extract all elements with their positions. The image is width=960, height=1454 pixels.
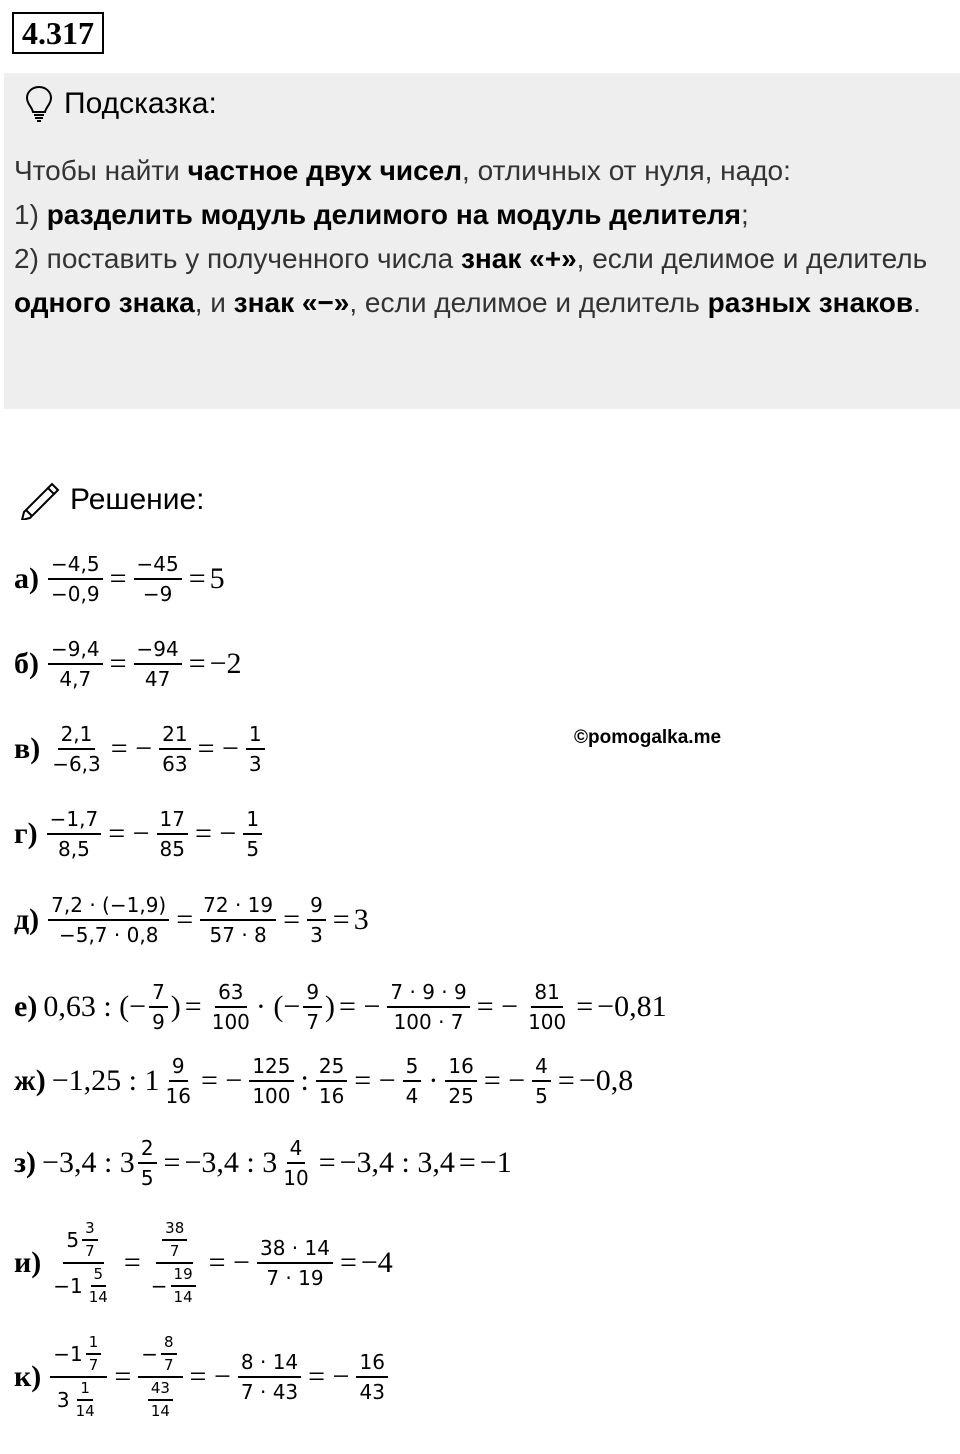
equals-sign: =	[188, 647, 206, 680]
equals-sign: =	[114, 1360, 132, 1393]
equals-sign: =	[163, 1146, 181, 1179]
hint-title-row	[24, 85, 217, 123]
denominator: 43	[359, 1380, 385, 1404]
hint-bold-part: разных знаков	[707, 287, 914, 318]
solution-row-v	[14, 722, 268, 776]
expression-text: )	[325, 990, 336, 1023]
hint-bold-part: знак «−»	[233, 287, 350, 318]
denominator	[142, 1378, 179, 1420]
solution-title-row	[18, 480, 204, 520]
hint-text-part: , и	[194, 287, 234, 318]
fraction	[280, 1136, 311, 1190]
numerator: −9,4	[48, 637, 103, 665]
fraction	[148, 1380, 173, 1420]
numerator: 7	[149, 980, 168, 1008]
equals-minus-sign: = −	[354, 1064, 396, 1097]
fraction	[249, 1054, 293, 1108]
numerator: 9	[169, 1054, 188, 1082]
denominator: 8,5	[58, 837, 90, 861]
row-label: д)	[14, 903, 40, 936]
numerator: 1	[77, 1380, 93, 1401]
solution-row-a	[14, 552, 225, 606]
numerator: 17	[157, 807, 188, 835]
hint-line-2	[14, 193, 954, 237]
hint-text-part: , если делимое и делитель	[576, 243, 928, 274]
hint-text-part: 1)	[14, 199, 47, 230]
numerator	[63, 1220, 103, 1264]
result: 3	[353, 903, 369, 936]
equals-sign: =	[184, 990, 202, 1023]
denominator: 47	[144, 667, 171, 691]
hint-bold-part: знак «+»	[460, 243, 577, 274]
numerator: 43	[148, 1380, 173, 1401]
hint-text-part: Чтобы найти	[14, 155, 188, 186]
numerator: 2	[138, 1136, 157, 1164]
expression-text: −3,4 : 3	[184, 1146, 278, 1179]
fraction	[161, 1334, 177, 1374]
hint-box	[4, 73, 960, 409]
hint-bold-part: частное двух чисел	[187, 155, 463, 186]
numerator: 8 · 14	[238, 1350, 301, 1378]
denominator: −0,9	[51, 582, 100, 606]
fraction	[303, 980, 322, 1034]
fraction	[134, 552, 182, 606]
equals-sign: =	[576, 990, 594, 1023]
numerator: 25	[316, 1054, 347, 1082]
fraction	[307, 893, 326, 947]
equals-sign: =	[283, 903, 301, 936]
numerator: −94	[134, 637, 182, 665]
solution-row-g	[14, 807, 265, 861]
denominator: 3	[310, 923, 323, 947]
numerator	[138, 1334, 182, 1378]
equals-sign: =	[109, 562, 127, 595]
equals-sign: =	[339, 1246, 357, 1279]
fraction	[163, 1054, 194, 1108]
equals-sign: =	[176, 903, 194, 936]
hint-line-3	[14, 237, 954, 325]
denominator: 14	[150, 1402, 170, 1420]
result: −4	[360, 1246, 393, 1279]
fraction	[48, 637, 103, 691]
fraction	[387, 980, 469, 1034]
denominator: −9	[142, 582, 173, 606]
equals-minus-sign: = −	[476, 990, 519, 1023]
numerator: 9	[307, 893, 326, 921]
numerator: 125	[249, 1054, 293, 1082]
fraction	[82, 1220, 98, 1260]
whole-part: −1	[53, 1274, 83, 1298]
numerator: −45	[134, 552, 182, 580]
denominator: 4,7	[59, 667, 92, 691]
denominator: 16	[165, 1084, 191, 1108]
numerator: 38	[162, 1220, 187, 1241]
result: −0,8	[578, 1064, 634, 1097]
row-label: ж)	[14, 1064, 46, 1097]
denominator: 100	[252, 1084, 291, 1108]
row-label: б)	[14, 647, 39, 680]
fraction	[134, 637, 182, 691]
multiply-sign: ·	[428, 1064, 439, 1097]
denominator: 7 · 19	[266, 1266, 324, 1290]
numerator: −4,5	[48, 552, 103, 580]
whole-part: 5	[66, 1228, 80, 1252]
numerator: −1,7	[47, 807, 102, 835]
compound-fraction	[138, 1334, 182, 1420]
equals-minus-sign: = −	[197, 732, 239, 765]
denominator: 7	[169, 1242, 180, 1260]
equals-minus-sign: = −	[483, 1064, 526, 1097]
numerator: 5	[403, 1054, 422, 1082]
equals-minus-sign: = −	[108, 817, 150, 850]
equals-sign: =	[458, 1146, 476, 1179]
compound-fraction	[50, 1334, 107, 1420]
denominator: 14	[173, 1288, 193, 1306]
denominator: 7	[306, 1010, 320, 1034]
denominator: 4	[405, 1084, 419, 1108]
solution-row-e	[14, 980, 667, 1034]
fraction	[316, 1054, 347, 1108]
expression-text: )	[170, 990, 181, 1023]
fraction	[48, 893, 169, 947]
equals-minus-sign: = −	[195, 817, 237, 850]
numerator: 16	[445, 1054, 476, 1082]
hint-line-1	[14, 149, 954, 193]
equals-sign: =	[188, 562, 206, 595]
numerator: 72 · 19	[200, 893, 276, 921]
denominator: 57 · 8	[209, 923, 267, 947]
denominator: 14	[88, 1288, 108, 1306]
fraction	[49, 722, 104, 776]
task-number: 4.317	[12, 12, 104, 54]
hint-text-part: .	[913, 287, 921, 318]
numerator: 1	[243, 807, 262, 835]
whole-part: 3	[56, 1388, 70, 1412]
denominator	[50, 1264, 117, 1306]
fraction	[157, 807, 188, 861]
denominator: −6,3	[52, 752, 101, 776]
numerator: 8	[161, 1334, 177, 1355]
numerator: 4	[532, 1054, 551, 1082]
fraction	[86, 1334, 102, 1374]
pencil-icon	[18, 480, 62, 520]
denominator: 7 · 43	[240, 1380, 299, 1404]
expression-text: −3,4 : 3,4	[339, 1146, 455, 1179]
row-label: е)	[14, 990, 38, 1023]
hint-bold-part: разделить модуль делимого на модуль делителя	[46, 199, 742, 230]
denominator: 5	[246, 837, 260, 861]
denominator: 5	[140, 1166, 154, 1190]
solution-row-zh	[14, 1054, 633, 1108]
fraction	[138, 1136, 157, 1190]
numerator	[156, 1220, 193, 1264]
minus-sign: −	[150, 1274, 168, 1298]
row-label: и)	[14, 1246, 42, 1279]
fraction	[73, 1380, 98, 1420]
expression-text: 0,63 : (−	[43, 990, 147, 1023]
denominator: 7	[88, 1356, 99, 1374]
denominator: 3	[248, 752, 262, 776]
fraction	[403, 1054, 422, 1108]
solution-row-b	[14, 637, 242, 691]
hint-text	[14, 149, 954, 325]
fraction	[246, 722, 265, 776]
hint-title: Подсказка:	[64, 87, 217, 120]
solution-row-d	[14, 893, 369, 947]
result: −1	[479, 1146, 512, 1179]
division-sign: :	[300, 1064, 309, 1097]
whole-part: −1	[53, 1342, 83, 1366]
lightbulb-icon	[24, 85, 54, 123]
denominator: −5,7 · 0,8	[58, 923, 159, 947]
fraction	[532, 1054, 551, 1108]
fraction	[48, 552, 103, 606]
result: −2	[209, 647, 242, 680]
row-label: в)	[14, 732, 41, 765]
denominator: 25	[448, 1084, 474, 1108]
hint-text-part: , если делимое и делитель	[349, 287, 708, 318]
numerator: 21	[159, 722, 190, 750]
denominator: 85	[159, 837, 185, 861]
solution-row-k	[14, 1334, 391, 1420]
fraction	[257, 1236, 333, 1290]
numerator: 5	[91, 1266, 107, 1287]
expression-text: · (−	[255, 990, 301, 1023]
denominator: 7	[164, 1356, 174, 1374]
numerator: 3	[82, 1220, 98, 1241]
fraction	[525, 980, 569, 1034]
denominator: 100	[211, 1010, 250, 1034]
minus-sign: −	[141, 1342, 158, 1366]
denominator: 14	[75, 1402, 95, 1420]
result: −0,81	[597, 990, 667, 1023]
numerator: 9	[303, 980, 322, 1008]
denominator: 9	[152, 1010, 165, 1034]
denominator	[54, 1378, 104, 1420]
expression-text: −1,25 : 1	[51, 1064, 160, 1097]
expression-text: −3,4 : 3	[42, 1146, 135, 1179]
watermark: ©pomogalka.me	[574, 727, 722, 748]
equals-sign: =	[123, 1246, 141, 1279]
row-label: к)	[14, 1360, 42, 1393]
row-label: а)	[14, 562, 39, 595]
numerator: 7 · 9 · 9	[387, 980, 469, 1008]
numerator: 19	[171, 1266, 196, 1287]
fraction	[356, 1350, 387, 1404]
numerator: 1	[246, 722, 265, 750]
fraction	[149, 980, 168, 1034]
numerator	[50, 1334, 107, 1378]
result: 5	[209, 562, 225, 595]
fraction	[47, 807, 102, 861]
fraction	[171, 1266, 196, 1306]
row-label: г)	[14, 817, 38, 850]
equals-minus-sign: = −	[208, 1246, 250, 1279]
fraction	[159, 722, 190, 776]
numerator: 38 · 14	[257, 1236, 333, 1264]
solution-row-z	[14, 1136, 512, 1190]
numerator: 2,1	[58, 722, 96, 750]
equals-minus-sign: = −	[200, 1064, 243, 1097]
compound-fraction	[148, 1220, 202, 1306]
numerator: 16	[356, 1350, 387, 1378]
hint-text-part: , отличных от нуля, надо:	[462, 155, 791, 186]
solution-title: Решение:	[70, 483, 205, 516]
fraction	[86, 1266, 111, 1306]
fraction	[445, 1054, 476, 1108]
hint-bold-part: одного знака	[14, 287, 195, 318]
denominator: 100 · 7	[393, 1010, 464, 1034]
equals-minus-sign: = −	[189, 1360, 231, 1393]
equals-sign: =	[318, 1146, 336, 1179]
denominator	[148, 1264, 202, 1306]
equals-minus-sign: = −	[339, 990, 381, 1023]
fraction	[238, 1350, 301, 1404]
fraction	[200, 893, 276, 947]
equals-sign: =	[332, 903, 350, 936]
row-label: з)	[14, 1146, 37, 1179]
fraction	[209, 980, 253, 1034]
numerator: 4	[287, 1136, 306, 1164]
solution-row-i	[14, 1220, 393, 1306]
denominator: 16	[318, 1084, 345, 1108]
denominator: 100	[528, 1010, 567, 1034]
numerator: 81	[531, 980, 562, 1008]
numerator: 63	[215, 980, 246, 1008]
equals-sign: =	[109, 647, 127, 680]
equals-minus-sign: = −	[110, 732, 153, 765]
fraction	[243, 807, 262, 861]
fraction	[162, 1220, 187, 1260]
compound-fraction	[50, 1220, 117, 1306]
hint-text-part: 2) поставить у полученного числа	[14, 243, 461, 274]
denominator: 63	[162, 752, 188, 776]
equals-minus-sign: = −	[308, 1360, 350, 1393]
denominator: 7	[85, 1242, 95, 1260]
denominator: 5	[535, 1084, 548, 1108]
equals-sign: =	[557, 1064, 575, 1097]
numerator: 7,2 · (−1,9)	[48, 893, 169, 921]
numerator: 1	[86, 1334, 102, 1355]
hint-text-part: ;	[741, 199, 749, 230]
denominator: 10	[283, 1166, 309, 1190]
